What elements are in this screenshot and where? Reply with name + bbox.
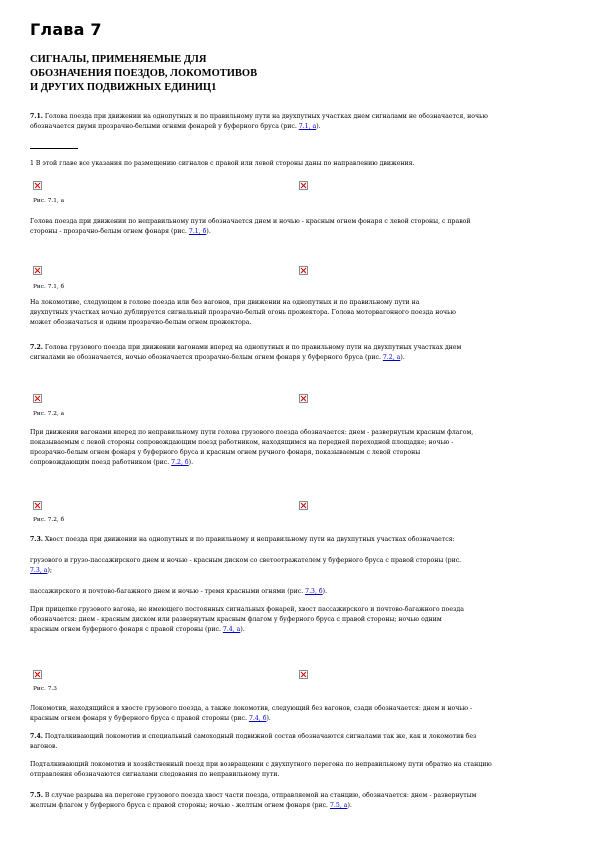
figure-caption: Рис. 7.1, б <box>33 284 65 290</box>
figure-link[interactable]: 7.1, а <box>298 123 317 130</box>
paragraph-7-5: 7.5. В случае разрыва на перегоне грузового поезда хвост части поезда, отправляемой на станцию, обозначается: днем - развернутым желтым флагом у буферного бруса с правой стороны; ночью - желтым огнем фонаря (рис. 7.5, а). <box>30 792 477 809</box>
figure-link[interactable]: 7.3, а <box>30 567 48 574</box>
broken-image-icon <box>33 266 42 275</box>
paragraph-tail-locomotive: Локомотив, находящийся в хвосте грузового поезда, а также локомотив, следующий без вагонов, сзади обозначается: днем и ночью - красным огнем фонаря у буферного бруса с правой стороны (рис. 7.4, б). <box>30 705 473 722</box>
broken-image-icon <box>299 181 308 190</box>
paragraph-pusher-return: Подталкивающий локомотив и хозяйственный поезд при возвращении с двухпутного перегона по неправильному пути обратно на станцию отправления обозначаются сигналами следования по неправильному пути. <box>30 761 492 778</box>
broken-image-icon <box>299 501 308 510</box>
broken-image-icon <box>33 501 42 510</box>
footnote: 1 В этой главе все указания по размещению сигналов с правой или левой стороны даны по направлению движения. <box>30 160 415 167</box>
paragraph-text: Голова поезда при движении на однопутных и по правильному пути на двухпутных участках днем сигналами не обозначается, ночью обозначается двумя прозрачно-белыми огнями фонарей у буферного бруса (рис. <box>30 113 488 130</box>
paragraph-wagons-forward: При движении вагонами вперед по неправильному пути голова грузового поезда обозначается: днем - развернутым красным флагом, показываемым с левой стороны сопровождающим поезд работником, находящимся на передней переходной площадке; ночью - прозрачно-белым огнем фонаря у буферного бруса и красным огнем ручного фонаря, показываемым с левой стороны сопровождающим поезд работником (рис. 7.2, б). <box>30 429 474 466</box>
figure-link[interactable]: 7.2, а <box>382 354 401 361</box>
section-number: 7.2. <box>30 344 43 351</box>
paragraph-attached-wagon: При прицепке грузового вагона, не имеющего постоянных сигнальных фонарей, хвост пассажирского и почтово-багажного поезда обозначается: днем - красным диском или развернутым красным флагом у буферного бруса с правой стороны; ночью одним красным огнем буферного фонаря с правой стороны (рис. 7.4, а). <box>30 606 464 633</box>
section-number: 7.5. <box>30 792 43 799</box>
paragraph-7-1: 7.1. Голова поезда при движении на однопутных и по правильному пути на двухпутных участках днем сигналами не обозначается, ночью обозначается двумя прозрачно-белыми огнями фонарей у буферного бруса (рис. 7.1, а). <box>30 113 488 130</box>
broken-image-icon <box>33 394 42 403</box>
figure-link[interactable]: 7.4, б <box>248 715 267 722</box>
paragraph-freight-tail: грузового и грузо-пассажирского днем и ночью - красным диском со светоотражателем у буферного бруса с правой стороны (рис. 7.3, а); <box>30 557 462 574</box>
figure-link[interactable]: 7.2, б <box>171 459 189 466</box>
section-number: 7.4. <box>30 733 43 740</box>
figure-link[interactable]: 7.4, а <box>222 626 241 633</box>
broken-image-icon <box>33 181 42 190</box>
figure-link[interactable]: 7.1, б <box>188 228 207 235</box>
paragraph-locomotive-spotlight: На локомотиве, следующем в голове поезда или без вагонов, при движении на однопутных и по правильному пути на двухпутных участках ночью дублируется сигнальный прозрачно-белый огонь прожектора. Голова моторвагонного поезда ночью может обозначаться и одним прозрачно-белым огнем прожектора. <box>30 299 456 326</box>
figure-caption: Рис. 7.2, б <box>33 517 65 523</box>
figure-caption: Рис. 7.1, а <box>33 198 65 204</box>
broken-image-icon <box>33 670 42 679</box>
chapter-title: Глава 7 <box>30 20 102 39</box>
section-number: 7.1. <box>30 113 43 120</box>
broken-image-icon <box>299 670 308 679</box>
broken-image-icon <box>299 266 308 275</box>
figure-caption: Рис. 7.3 <box>33 686 57 692</box>
footnote-divider <box>30 148 78 149</box>
paragraph-7-3: 7.3. Хвост поезда при движении на однопутных и по правильному и неправильному пути на двухпутных участках обозначается: <box>30 536 455 543</box>
figure-link[interactable]: 7.3, б <box>305 588 323 595</box>
figure-link[interactable]: 7.5, а <box>329 802 348 809</box>
paragraph-passenger-tail: пассажирского и почтово-багажного днем и ночью - тремя красными огнями (рис. 7.3, б). <box>30 588 328 595</box>
paragraph-wrong-track-head: Голова поезда при движении по неправильному пути обозначается днем и ночью - красным огнем фонаря с левой стороны, с правой стороны - прозрачно-белым огнем фонаря (рис. 7.1, б). <box>30 218 471 235</box>
chapter-subtitle: СИГНАЛЫ, ПРИМЕНЯЕМЫЕ ДЛЯ ОБОЗНАЧЕНИЯ ПОЕЗДОВ, ЛОКОМОТИВОВ И ДРУГИХ ПОДВИЖНЫХ ЕДИНИЦ1 <box>30 54 258 93</box>
broken-image-icon <box>299 394 308 403</box>
paragraph-7-2: 7.2. Голова грузового поезда при движении вагонами вперед на однопутных и по правильному пути на двухпутных участках днем сигналами не обозначается, ночью обозначается прозрачно-белым огнем фонаря у буферного бруса (рис. 7.2, а). <box>30 344 462 361</box>
section-number: 7.3. <box>30 536 43 543</box>
figure-caption: Рис. 7.2, а <box>33 411 65 417</box>
paragraph-7-4: 7.4. Подталкивающий локомотив и специальный самоходный подвижной состав обозначаются сигналами так же, как и локомотив без вагонов. <box>30 733 477 750</box>
